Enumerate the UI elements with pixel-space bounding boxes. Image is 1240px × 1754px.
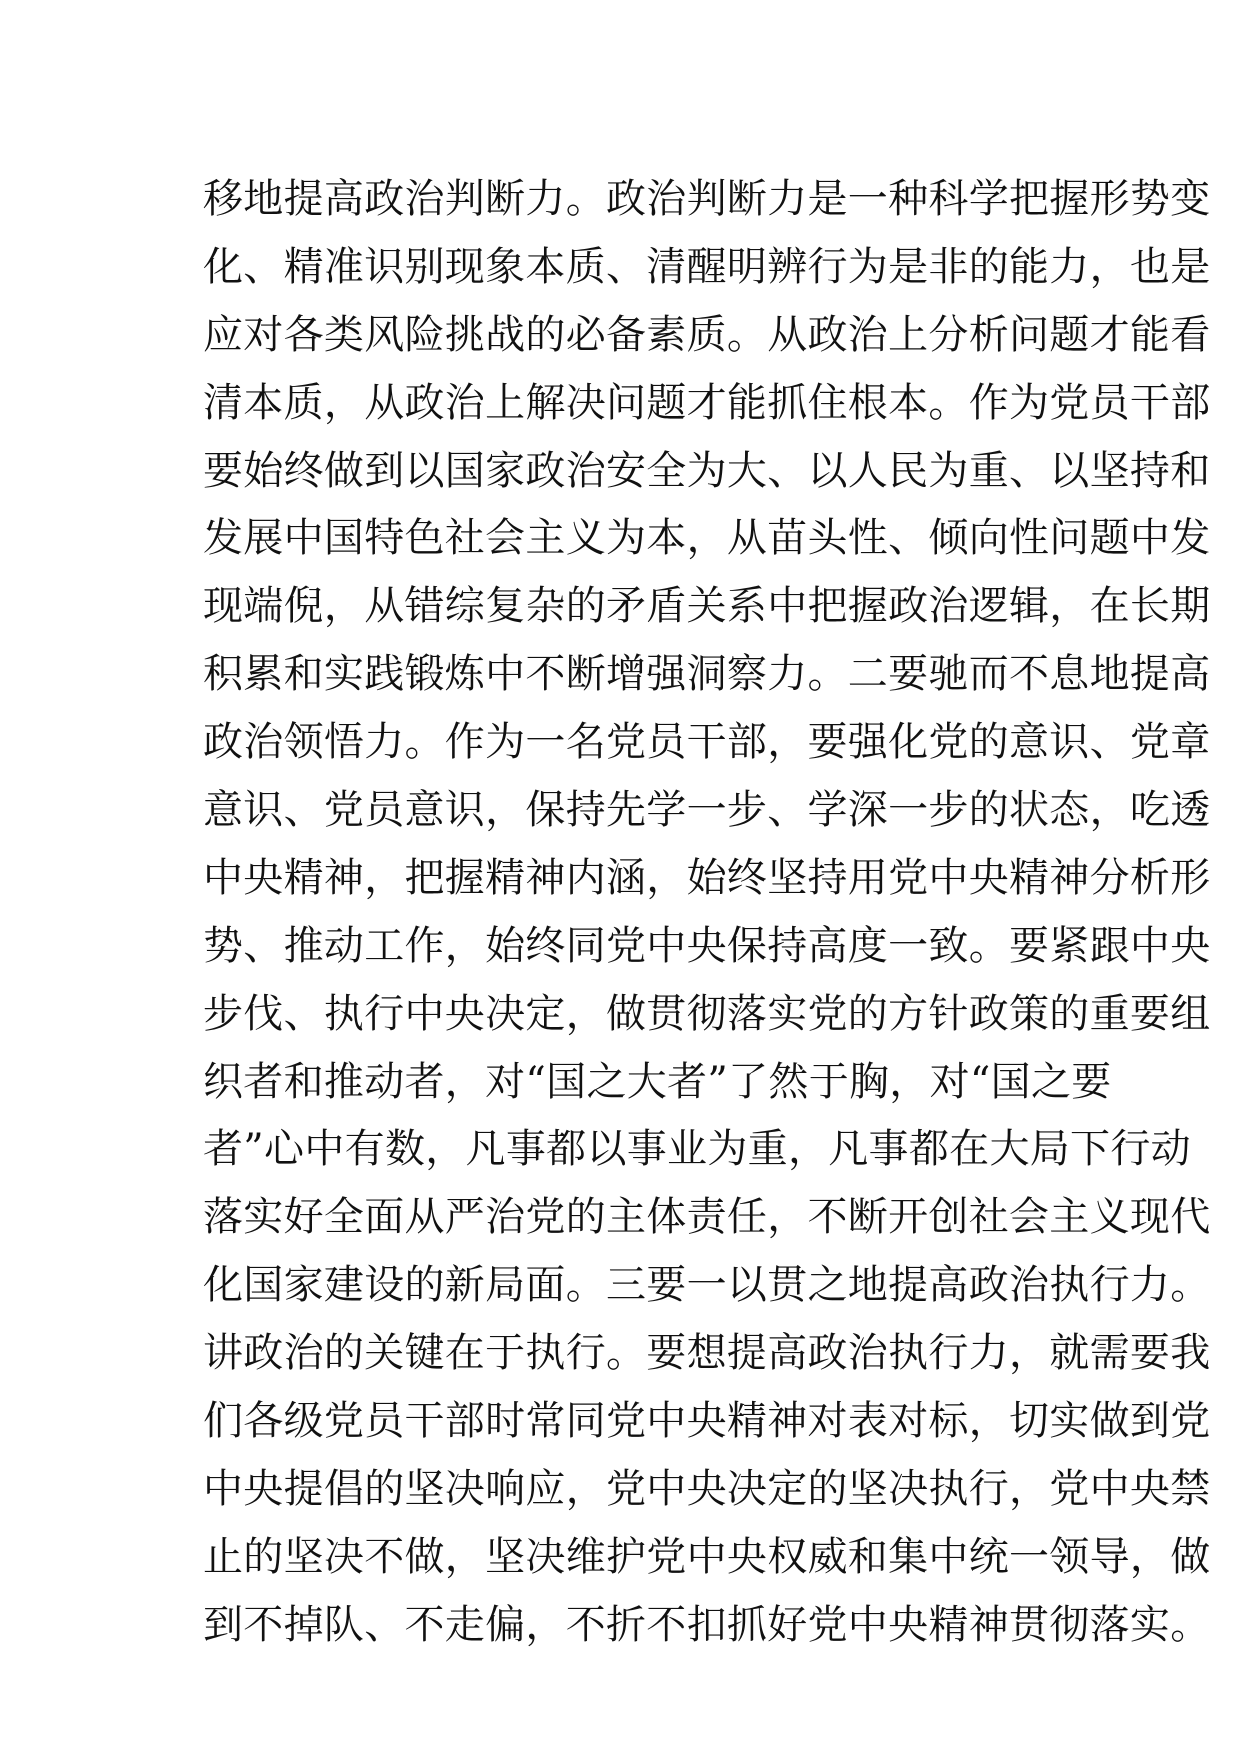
text-line: 政治领悟力。作为一名党员干部，要强化党的意识、党章 — [203, 719, 1211, 766]
text-line: 要始终做到以国家政治安全为大、以人民为重、以坚持和 — [203, 447, 1211, 494]
text-line: 意识、党员意识，保持先学一步、学深一步的状态，吃透 — [203, 787, 1211, 834]
text-line: 化、精准识别现象本质、清醒明辨行为是非的能力，也是 — [203, 243, 1211, 290]
text-line: 们各级党员干部时常同党中央精神对表对标，切实做到党 — [203, 1398, 1211, 1445]
text-line: 落实好全面从严治党的主体责任，不断开创社会主义现代 — [203, 1194, 1211, 1241]
text-line: 步伐、执行中央决定，做贯彻落实党的方针政策的重要组 — [203, 990, 1211, 1037]
text-line: 中央精神，把握精神内涵，始终坚持用党中央精神分析形 — [203, 854, 1211, 901]
text-line: 积累和实践锻炼中不断增强洞察力。二要驰而不息地提高 — [203, 651, 1211, 698]
text-line: 化国家建设的新局面。三要一以贯之地提高政治执行力。 — [203, 1262, 1211, 1309]
text-line: 中央提倡的坚决响应，党中央决定的坚决执行，党中央禁 — [203, 1465, 1211, 1512]
text-line: 者”心中有数，凡事都以事业为重，凡事都在大局下行动 — [203, 1126, 1191, 1173]
text-line: 发展中国特色社会主义为本，从苗头性、倾向性问题中发 — [203, 515, 1211, 562]
body-text — [203, 166, 1211, 1660]
text-line: 应对各类风险挑战的必备素质。从政治上分析问题才能看 — [203, 311, 1211, 358]
text-line: 到不掉队、不走偏，不折不扣抓好党中央精神贯彻落实。 — [203, 1601, 1211, 1648]
text-line: 止的坚决不做，坚决维护党中央权威和集中统一领导，做 — [203, 1533, 1211, 1580]
text-line: 势、推动工作，始终同党中央保持高度一致。要紧跟中央 — [203, 922, 1211, 969]
text-line: 清本质，从政治上解决问题才能抓住根本。作为党员干部 — [203, 379, 1211, 426]
text-line: 现端倪，从错综复杂的矛盾关系中把握政治逻辑，在长期 — [203, 583, 1211, 630]
text-line: 移地提高政治判断力。政治判断力是一种科学把握形势变 — [203, 176, 1211, 222]
text-line: 讲政治的关键在于执行。要想提高政治执行力，就需要我 — [203, 1330, 1211, 1377]
text-line: 织者和推动者，对“国之大者”了然于胸，对“国之要 — [203, 1058, 1112, 1105]
